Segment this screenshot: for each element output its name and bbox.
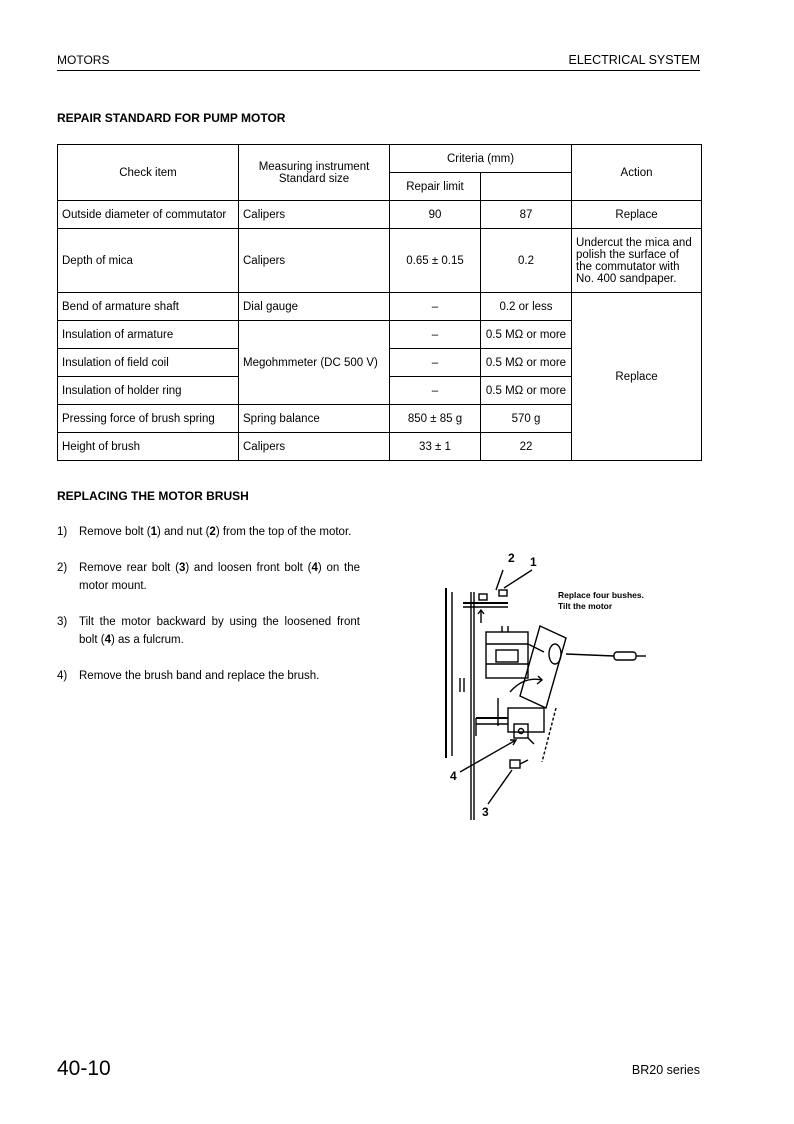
table-row [58, 293, 702, 321]
cell-instrument: Calipers [239, 201, 390, 229]
procedure-steps [57, 523, 360, 703]
step-number: 1) [57, 526, 68, 538]
cell-instrument: Dial gauge [239, 293, 390, 321]
step-text: Remove rear bolt (3) and loosen front bolt (4) on the motor mount. [79, 562, 360, 592]
list-item [57, 613, 360, 649]
callout-1: 1 [530, 555, 537, 569]
step-text: Remove bolt (1) and nut (2) from the top of the motor. [79, 526, 352, 538]
callout-2: 2 [508, 551, 515, 565]
header-check-item: Check item [58, 145, 239, 201]
callout-3: 3 [482, 805, 489, 819]
step-number: 3) [57, 616, 68, 628]
cell-limit: 570 g [481, 405, 572, 433]
cell-limit: 0.5 MΩ or more [481, 377, 572, 405]
cell-group-action: Replace [572, 293, 702, 461]
cell-limit: 0.2 or less [481, 293, 572, 321]
table-row [58, 201, 702, 229]
header-section-right: ELECTRICAL SYSTEM [568, 53, 700, 67]
cell-action: Replace [572, 201, 702, 229]
header-repair-limit: Repair limit [390, 173, 481, 201]
note-line-1: Replace four bushes. [558, 590, 644, 600]
cell-item: Insulation of holder ring [58, 377, 239, 405]
cell-standard: 33 ± 1 [390, 433, 481, 461]
cell-item: Insulation of armature [58, 321, 239, 349]
cell-standard: – [390, 349, 481, 377]
step-text: Remove the brush band and replace the brush. [79, 670, 320, 682]
list-item [57, 559, 360, 595]
footer-series: BR20 series [631, 1063, 700, 1077]
cell-limit: 0.5 MΩ or more [481, 321, 572, 349]
callout-4: 4 [450, 769, 457, 783]
cell-item: Height of brush [58, 433, 239, 461]
cell-standard: – [390, 321, 481, 349]
cell-limit: 87 [481, 201, 572, 229]
header-instrument-line1: Measuring instrument [258, 160, 370, 173]
step-number: 4) [57, 670, 68, 682]
step-number: 2) [57, 562, 68, 574]
cell-standard: 90 [390, 201, 481, 229]
page-number: 40-10 [57, 1057, 111, 1080]
cell-instrument: Calipers [239, 229, 390, 293]
note-line-2: Tilt the motor [558, 601, 613, 611]
section-title-repair-standard: REPAIR STANDARD FOR PUMP MOTOR [57, 111, 286, 125]
list-item [57, 523, 360, 541]
header-section-left: MOTORS [57, 53, 110, 67]
cell-megohm-instrument: Megohmmeter (DC 500 V) [239, 321, 390, 405]
cell-item: Depth of mica [58, 229, 239, 293]
cell-limit: 0.5 MΩ or more [481, 349, 572, 377]
cell-action: Undercut the mica and polish the surface of the commutator with No. 400 sandpaper. [572, 229, 702, 293]
header-instrument [239, 145, 390, 201]
cell-item: Outside diameter of commutator [58, 201, 239, 229]
section-title-replacing-brush: REPLACING THE MOTOR BRUSH [57, 489, 249, 503]
motor-brush-illustration [438, 548, 666, 820]
cell-item: Bend of armature shaft [58, 293, 239, 321]
cell-limit: 0.2 [481, 229, 572, 293]
cell-standard: 0.65 ± 0.15 [390, 229, 481, 293]
cell-standard: 850 ± 85 g [390, 405, 481, 433]
repair-standard-table [57, 144, 702, 461]
header-instrument-line2: Standard size [278, 172, 350, 185]
header-action: Action [572, 145, 702, 201]
cell-instrument: Calipers [239, 433, 390, 461]
header-rule [57, 70, 700, 71]
cell-item: Insulation of field coil [58, 349, 239, 377]
list-item [57, 667, 360, 685]
cell-standard: – [390, 377, 481, 405]
header-blank [481, 173, 572, 201]
step-text: Tilt the motor backward by using the loosened front bolt (4) as a fulcrum. [79, 616, 360, 646]
cell-standard: – [390, 293, 481, 321]
cell-item: Pressing force of brush spring [58, 405, 239, 433]
cell-limit: 22 [481, 433, 572, 461]
table-row [58, 229, 702, 293]
header-criteria: Criteria (mm) [390, 145, 572, 173]
cell-instrument: Spring balance [239, 405, 390, 433]
